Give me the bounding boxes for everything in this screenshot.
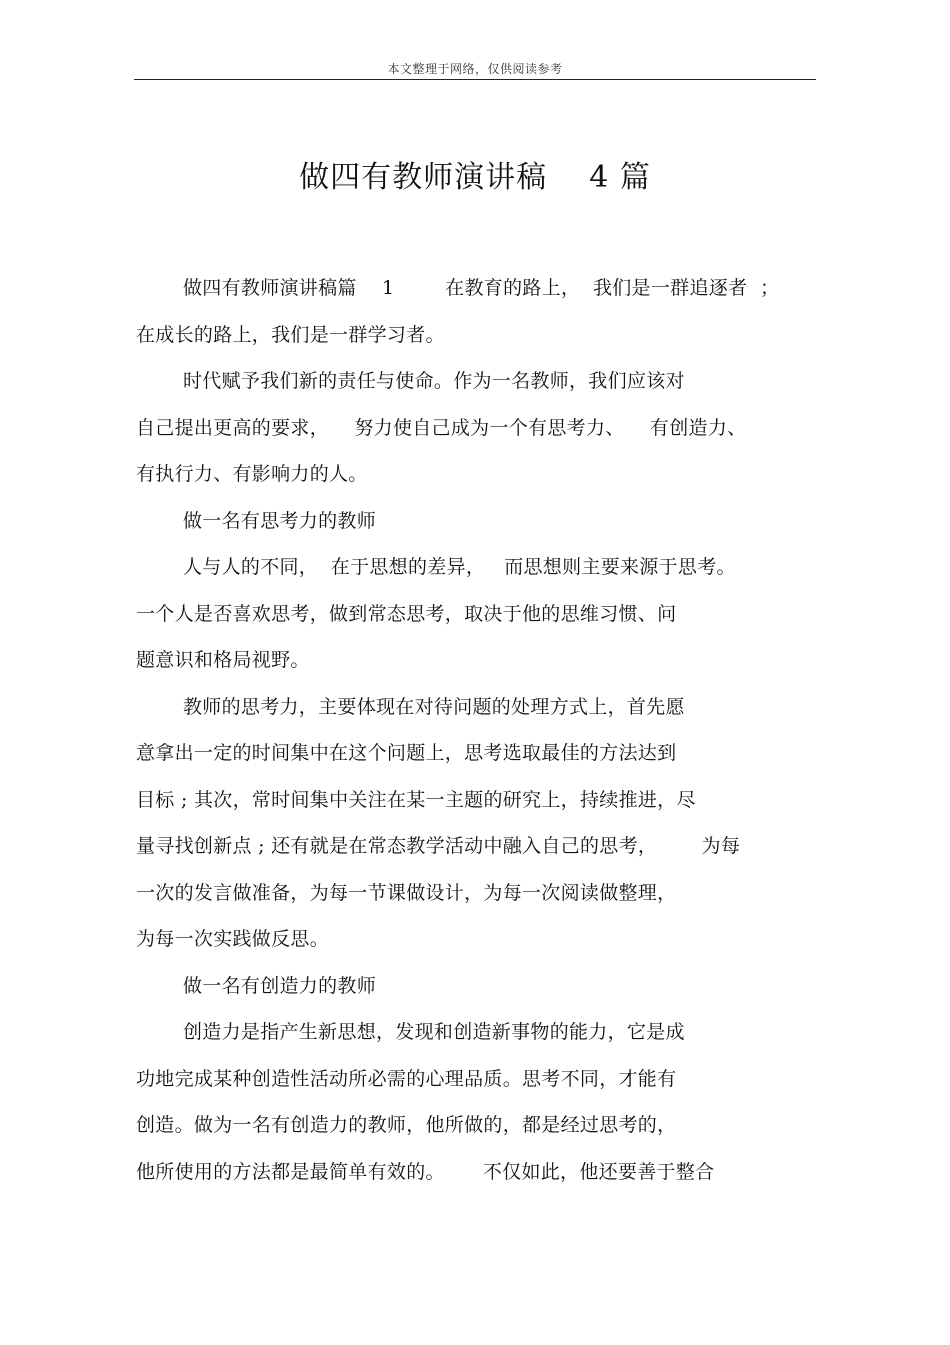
- header-divider: [134, 79, 816, 80]
- paragraph-line: 意拿出一定的时间集中在这个问题上，思考选取最佳的方法达到: [136, 742, 677, 764]
- paragraph-line: 为每一次实践做反思。: [136, 928, 330, 950]
- paragraph-line: 功地完成某种创造性活动所必需的心理品质。思考不同，才能有: [136, 1068, 677, 1090]
- paragraph-line: 做四有教师演讲稿篇 1 在教育的路上， 我们是一群追逐者 ；: [183, 277, 780, 299]
- header-note: 本文整理于网络，仅供阅读参考: [387, 62, 563, 76]
- paragraph-line: 教师的思考力，主要体现在对待问题的处理方式上，首先愿: [183, 696, 685, 718]
- paragraph-line: 自己提出更高的要求， 努力使自己成为一个有思考力、 有创造力、: [136, 417, 747, 439]
- paragraph-line: 时代赋予我们新的责任与使命。作为一名教师，我们应该对: [183, 370, 685, 392]
- paragraph-line: 创造。做为一名有创造力的教师，他所做的，都是经过思考的，: [136, 1114, 677, 1136]
- paragraph-line: 目标 ; 其次，常时间集中关注在某一主题的研究上，持续推进，尽: [136, 789, 696, 811]
- paragraph-line: 量寻找创新点 ; 还有就是在常态教学活动中融入自己的思考， 为每: [136, 835, 741, 857]
- paragraph-line: 创造力是指产生新思想，发现和创造新事物的能力，它是成: [183, 1021, 685, 1043]
- paragraph-line: 有执行力、有影响力的人。: [136, 463, 368, 485]
- paragraph-line: 一次的发言做准备，为每一节课做设计，为每一次阅读做整理，: [136, 882, 677, 904]
- paragraph-line: 题意识和格局视野。: [136, 649, 310, 671]
- document-title: 做四有教师演讲稿 4 篇: [299, 160, 651, 195]
- paragraph-line: 人与人的不同， 在于思想的差异， 而思想则主要来源于思考。: [183, 556, 736, 578]
- section-heading: 做一名有创造力的教师: [183, 975, 377, 997]
- paragraph-line: 他所使用的方法都是最简单有效的。 不仅如此，他还要善于整合: [136, 1161, 715, 1183]
- paragraph-line: 一个人是否喜欢思考，做到常态思考，取决于他的思维习惯、问: [136, 603, 677, 625]
- paragraph-line: 在成长的路上，我们是一群学习者。: [136, 324, 445, 346]
- section-heading: 做一名有思考力的教师: [183, 510, 377, 532]
